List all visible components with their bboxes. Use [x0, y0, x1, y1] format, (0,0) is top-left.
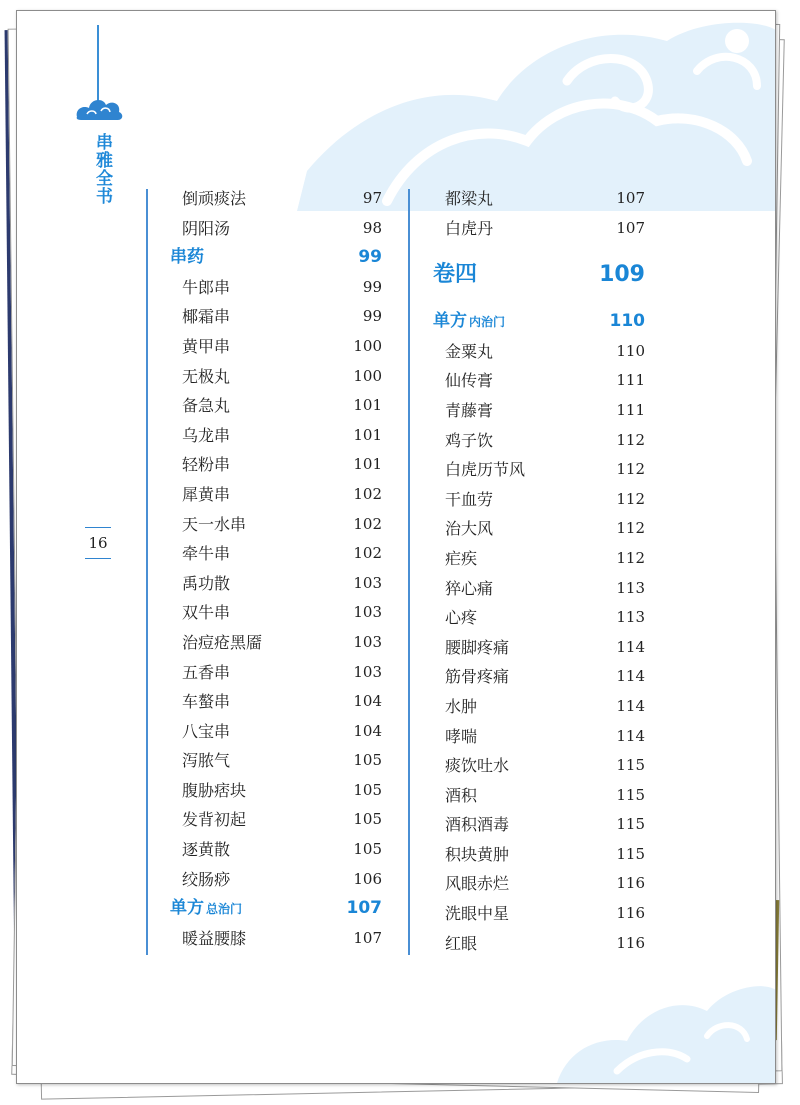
toc-title-text: 鸡子饮 [445, 430, 494, 450]
toc-entry[interactable] [162, 273, 382, 303]
toc-title-text: 风眼赤烂 [445, 874, 510, 894]
toc-title-text: 腰脚疼痛 [445, 637, 510, 657]
toc-entry[interactable] [425, 485, 645, 515]
toc-entry-title [182, 658, 230, 688]
toc-page-number: 102 [353, 544, 382, 563]
toc-entry-title [445, 574, 493, 604]
toc-page-number: 112 [616, 460, 645, 479]
book-page [16, 10, 776, 1084]
toc-entry-title [445, 751, 509, 781]
toc-title-text: 洗眼中星 [445, 904, 510, 924]
toc-title-text: 金粟丸 [445, 341, 494, 361]
toc-entry-title [445, 603, 477, 633]
toc-page-number: 104 [353, 692, 382, 711]
toc-entry[interactable] [162, 776, 382, 806]
toc-right-column [425, 184, 645, 958]
toc-entry[interactable] [425, 574, 645, 604]
toc-entry-title [445, 692, 477, 722]
toc-title-text: 红眼 [445, 933, 478, 953]
toc-page-number: 100 [353, 366, 382, 385]
toc-entry-title [182, 273, 230, 303]
toc-page-number: 97 [362, 189, 382, 207]
toc-page-number: 113 [616, 608, 645, 627]
toc-title-text: 黄甲串 [182, 336, 231, 356]
toc-entry[interactable] [425, 184, 645, 214]
toc-title-text: 天一水串 [182, 514, 247, 534]
toc-entry[interactable] [162, 569, 382, 599]
toc-entry[interactable] [162, 421, 382, 451]
toc-entry[interactable] [162, 302, 382, 332]
toc-title-text: 无极丸 [182, 366, 231, 386]
toc-title-text: 治大风 [445, 519, 494, 539]
toc-entry[interactable] [162, 598, 382, 628]
toc-page-number: 103 [353, 662, 382, 681]
toc-entry-title [182, 687, 230, 717]
toc-page-number: 105 [353, 810, 382, 829]
toc-page-number: 115 [616, 785, 645, 804]
toc-page-number: 116 [616, 904, 645, 923]
toc-entry[interactable] [162, 214, 382, 244]
toc-subtitle: 内治门 [469, 315, 506, 330]
toc-title-text: 酒积 [445, 785, 478, 805]
toc-page-number: 109 [599, 262, 645, 288]
toc-section-heading[interactable] [162, 243, 382, 273]
toc-page-number: 110 [609, 311, 645, 332]
toc-entry[interactable] [425, 366, 645, 396]
toc-entry[interactable] [425, 514, 645, 544]
toc-title-text: 五香串 [182, 662, 231, 682]
toc-entry[interactable] [425, 455, 645, 485]
toc-title-text: 筋骨疼痛 [445, 667, 510, 687]
toc-page-number: 115 [616, 815, 645, 834]
toc-page-number: 103 [353, 632, 382, 651]
toc-title-text: 乌龙串 [182, 425, 231, 445]
toc-entry[interactable] [425, 929, 645, 959]
toc-entry[interactable] [162, 628, 382, 658]
toc-title-text: 禹功散 [182, 573, 231, 593]
toc-title-text: 都梁丸 [445, 189, 494, 208]
toc-entry[interactable] [425, 603, 645, 633]
toc-title-text: 车螯串 [182, 692, 231, 712]
toc-page-number: 114 [616, 667, 645, 686]
toc-page-number: 112 [616, 430, 645, 449]
toc-page-number: 102 [353, 514, 382, 533]
toc-title-text: 发背初起 [182, 810, 247, 830]
toc-entry[interactable] [162, 717, 382, 747]
toc-entry[interactable] [425, 544, 645, 574]
toc-entry[interactable] [162, 510, 382, 540]
column-rule [146, 189, 148, 955]
toc-entry-title [182, 302, 230, 332]
toc-title-text: 阴阳汤 [182, 218, 231, 238]
toc-entry[interactable] [162, 539, 382, 569]
toc-entry-title [182, 332, 230, 362]
toc-entry-title [445, 662, 509, 692]
toc-title-text: 泻脓气 [182, 751, 231, 771]
toc-page-number: 104 [353, 721, 382, 740]
toc-title-text: 干血劳 [445, 489, 494, 509]
toc-entry[interactable] [162, 391, 382, 421]
toc-entry-title [182, 805, 246, 835]
toc-page-number: 101 [353, 455, 382, 474]
toc-title-text: 白虎历节风 [445, 460, 526, 480]
toc-entry[interactable] [425, 722, 645, 752]
toc-title-text: 白虎丹 [445, 218, 494, 238]
toc-entry[interactable] [162, 835, 382, 865]
toc-page-number: 116 [616, 933, 645, 952]
toc-page-number: 105 [353, 780, 382, 799]
toc-page-number: 99 [362, 307, 382, 326]
toc-section-heading[interactable] [425, 307, 645, 337]
toc-page-number: 114 [616, 696, 645, 715]
toc-entry-title [182, 598, 230, 628]
toc-title-text: 双牛串 [182, 603, 231, 623]
toc-title-text: 猝心痛 [445, 578, 494, 598]
toc-entry[interactable] [162, 480, 382, 510]
toc-entry-title [445, 396, 493, 426]
cloud-decoration-bottom [557, 941, 776, 1083]
toc-entry-title [445, 633, 509, 663]
toc-entry[interactable] [425, 633, 645, 663]
toc-page-number: 98 [362, 218, 382, 237]
toc-section-heading[interactable] [162, 894, 382, 924]
toc-page-number: 107 [346, 898, 382, 919]
toc-title-text: 疟疾 [445, 548, 478, 568]
toc-title-text: 腹胁痞块 [182, 780, 247, 800]
toc-entry-title [445, 722, 477, 752]
toc-title-text: 痰饮吐水 [445, 756, 510, 776]
toc-entry[interactable] [162, 332, 382, 362]
toc-entry-title [182, 510, 246, 540]
book-title: 串雅全书 [92, 133, 112, 205]
toc-entry-title [182, 835, 230, 865]
toc-entry-title [445, 485, 493, 515]
toc-entry-title [445, 214, 493, 244]
toc-title-text: 犀黄串 [182, 484, 231, 504]
toc-page-number: 107 [353, 928, 382, 947]
toc-entry[interactable] [162, 805, 382, 835]
toc-entry[interactable] [425, 396, 645, 426]
toc-page-number: 111 [616, 371, 645, 390]
toc-page-number: 115 [616, 844, 645, 863]
toc-title-text: 暖益腰膝 [182, 928, 247, 948]
toc-title-text: 仙传膏 [445, 371, 494, 391]
toc-page-number: 101 [353, 425, 382, 444]
toc-title-text: 逐黄散 [182, 840, 231, 860]
toc-entry-title [170, 894, 242, 925]
toc-entry[interactable] [425, 426, 645, 456]
toc-title-text: 串药 [170, 247, 204, 268]
toc-left-column [162, 184, 382, 953]
toc-page-number: 99 [362, 277, 382, 296]
toc-title-text: 治痘疮黑靥 [182, 632, 263, 652]
cloud-decoration-top [267, 11, 776, 211]
toc-title-text: 积块黄肿 [445, 844, 510, 864]
toc-entry-title [445, 366, 493, 396]
toc-entry-title [445, 544, 477, 574]
toc-entry[interactable] [162, 865, 382, 895]
toc-entry-title [182, 746, 230, 776]
toc-entry-title [182, 391, 230, 421]
toc-entry-title [182, 362, 230, 392]
toc-page-number: 105 [353, 840, 382, 859]
toc-page-number: 114 [616, 637, 645, 656]
toc-entry[interactable] [162, 658, 382, 688]
toc-entry[interactable] [162, 450, 382, 480]
toc-entry[interactable] [425, 337, 645, 367]
toc-title-text: 酒积酒毒 [445, 815, 510, 835]
toc-page-number: 112 [616, 548, 645, 567]
toc-title-text: 椰霜串 [182, 307, 231, 327]
toc-entry-title [182, 539, 230, 569]
toc-title-text: 单方 [170, 898, 204, 919]
toc-entry[interactable] [425, 751, 645, 781]
toc-entry-title [445, 337, 493, 367]
toc-title-text: 轻粉串 [182, 455, 231, 475]
toc-title-text: 八宝串 [182, 721, 231, 741]
toc-title-text: 绞肠痧 [182, 869, 231, 889]
toc-entry-title [445, 455, 525, 485]
toc-entry[interactable] [162, 184, 382, 214]
toc-page-number: 103 [353, 573, 382, 592]
toc-page-number: 106 [353, 869, 382, 888]
toc-page-number: 101 [353, 396, 382, 415]
toc-page-number: 113 [616, 578, 645, 597]
toc-entry-title [445, 781, 477, 811]
toc-title-text: 牵牛串 [182, 544, 231, 564]
toc-entry[interactable] [425, 840, 645, 870]
toc-entry-title [445, 426, 493, 456]
toc-title-text: 卷四 [433, 262, 478, 288]
toc-page-number: 114 [616, 726, 645, 745]
toc-entry-title [182, 776, 246, 806]
toc-page-number: 99 [358, 247, 382, 268]
toc-entry-title [445, 810, 509, 840]
toc-title-text: 单方 [433, 311, 467, 332]
toc-entry[interactable] [162, 687, 382, 717]
toc-entry-title [433, 243, 477, 307]
toc-entry-title [445, 869, 509, 899]
toc-entry-title [182, 480, 230, 510]
toc-entry[interactable] [425, 692, 645, 722]
toc-title-text: 哮喘 [445, 726, 478, 746]
toc-entry[interactable] [425, 781, 645, 811]
toc-entry[interactable] [162, 362, 382, 392]
toc-title-text: 青藤膏 [445, 400, 494, 420]
toc-entry-title [182, 717, 230, 747]
toc-entry-title [445, 929, 477, 959]
toc-entry-title [445, 899, 509, 929]
toc-entry-title [182, 924, 246, 954]
toc-entry-title [445, 184, 493, 214]
toc-entry-title [182, 628, 262, 658]
toc-entry-title [182, 184, 246, 214]
column-rule [408, 189, 410, 955]
toc-page-number: 105 [353, 751, 382, 770]
toc-page-number: 100 [353, 336, 382, 355]
toc-title-text: 心疼 [445, 608, 478, 628]
toc-entry-title [170, 243, 204, 273]
toc-page-number: 115 [616, 756, 645, 775]
page-number: 16 [85, 527, 111, 559]
toc-page-number: 111 [616, 400, 645, 419]
toc-page-number: 107 [616, 218, 645, 237]
toc-entry[interactable] [162, 924, 382, 954]
toc-entry[interactable] [425, 662, 645, 692]
toc-entry[interactable] [162, 746, 382, 776]
toc-entry-title [182, 214, 230, 244]
cloud-icon [73, 93, 125, 123]
toc-entry-title [182, 421, 230, 451]
toc-page-number: 102 [353, 484, 382, 503]
toc-entry[interactable] [425, 869, 645, 899]
toc-entry[interactable] [425, 899, 645, 929]
toc-entry[interactable] [425, 214, 645, 244]
toc-entry[interactable] [425, 810, 645, 840]
toc-entry-title [445, 840, 509, 870]
toc-entry-title [182, 569, 230, 599]
toc-subtitle: 总治门 [206, 902, 243, 917]
toc-title-text: 备急丸 [182, 396, 231, 416]
toc-page-number: 103 [353, 603, 382, 622]
toc-volume-heading[interactable] [425, 243, 645, 307]
toc-page-number: 112 [616, 519, 645, 538]
toc-page-number: 110 [616, 341, 645, 360]
toc-entry-title [182, 450, 230, 480]
toc-entry-title [445, 514, 493, 544]
toc-title-text: 倒顽痰法 [182, 189, 247, 208]
toc-page-number: 107 [616, 189, 645, 207]
toc-title-text: 水肿 [445, 696, 478, 716]
toc-entry-title [433, 307, 505, 338]
toc-entry-title [182, 865, 230, 895]
toc-title-text: 牛郎串 [182, 277, 231, 297]
toc-page-number: 116 [616, 874, 645, 893]
toc-page-number: 112 [616, 489, 645, 508]
